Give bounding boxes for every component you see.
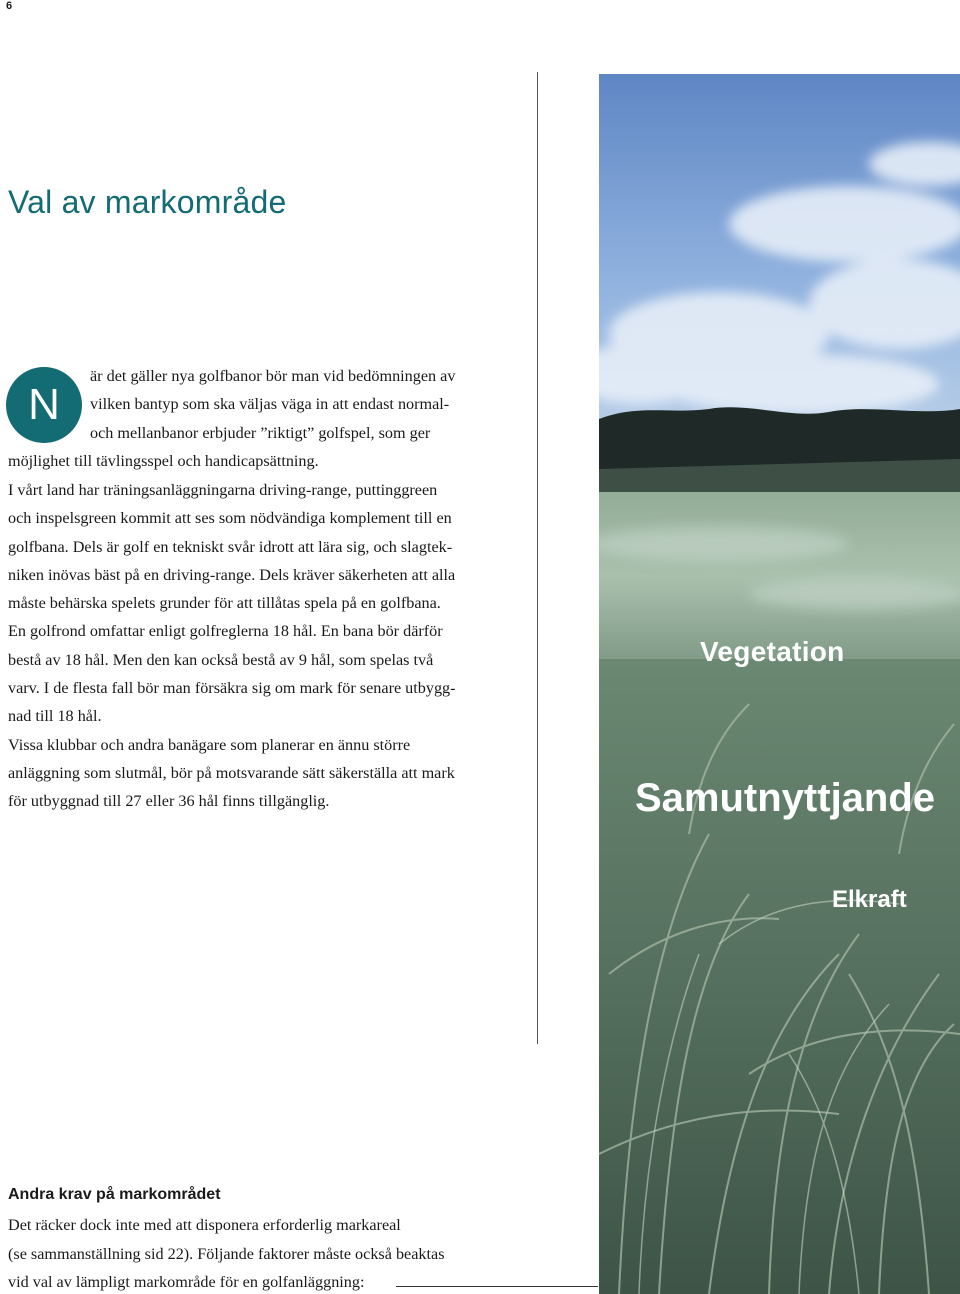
column-divider bbox=[537, 72, 538, 1044]
body-line: nad till 18 hål. bbox=[8, 707, 102, 725]
body-line: och inspelsgreen kommit att ses som nödvändiga komplement till en bbox=[8, 509, 452, 527]
body-line: är det gäller nya golfbanor bör man vid bedömningen av bbox=[90, 367, 456, 385]
body-line: I vårt land har träningsanläggningarna driving-range, puttinggreen bbox=[8, 481, 438, 499]
body-line: golfbana. Dels är golf en tekniskt svår idrott att lära sig, och slagtek- bbox=[8, 538, 453, 556]
body-line: vilken bantyp som ska väljas väga in att endast normal- bbox=[90, 395, 450, 413]
body-line: niken inövas bäst på en driving-range. Dels kräver säkerheten att alla bbox=[8, 566, 456, 584]
elkraft-label: Elkraft bbox=[832, 886, 907, 913]
drop-cap: N bbox=[6, 367, 82, 443]
body-line: anläggning som slutmål, bör på motsvarande sätt säkerställa att mark bbox=[8, 764, 455, 782]
body-line: möjlighet till tävlingsspel och handicapsättning. bbox=[8, 452, 319, 470]
section-line: Det räcker dock inte med att disponera erforderlig markareal bbox=[8, 1216, 401, 1234]
body-line: och mellanbanor erbjuder ”riktigt” golfspel, som ger bbox=[90, 424, 431, 442]
section-heading: Andra krav på markområdet bbox=[8, 1186, 221, 1203]
body-line: måste behärska spelets grunder för att tillåtas spela på en golfbana. bbox=[8, 594, 441, 612]
landscape-photo bbox=[599, 74, 960, 1294]
page-title: Val av markområde bbox=[8, 184, 287, 220]
landscape-illustration bbox=[599, 74, 960, 1294]
body-line: Vissa klubbar och andra banägare som planerar en ännu större bbox=[8, 736, 411, 754]
horizontal-rule bbox=[396, 1286, 598, 1287]
samutnyttjande-label: Samutnyttjande bbox=[635, 776, 936, 820]
body-line: En golfrond omfattar enligt golfreglerna 18 hål. En bana bör därför bbox=[8, 622, 443, 640]
section-line: vid val av lämpligt markområde för en golfanläggning: bbox=[8, 1273, 365, 1291]
body-line: för utbyggnad till 27 eller 36 hål finns tillgänglig. bbox=[8, 792, 330, 810]
body-line: bestå av 18 hål. Men den kan också bestå av 9 hål, som spelas två bbox=[8, 651, 434, 669]
vegetation-label: Vegetation bbox=[700, 636, 845, 667]
section-line: (se sammanställning sid 22). Följande faktorer måste också beaktas bbox=[8, 1245, 445, 1263]
page-number: 6 bbox=[6, 0, 13, 12]
body-line: varv. I de flesta fall bör man försäkra sig om mark för senare utbygg- bbox=[8, 679, 456, 697]
